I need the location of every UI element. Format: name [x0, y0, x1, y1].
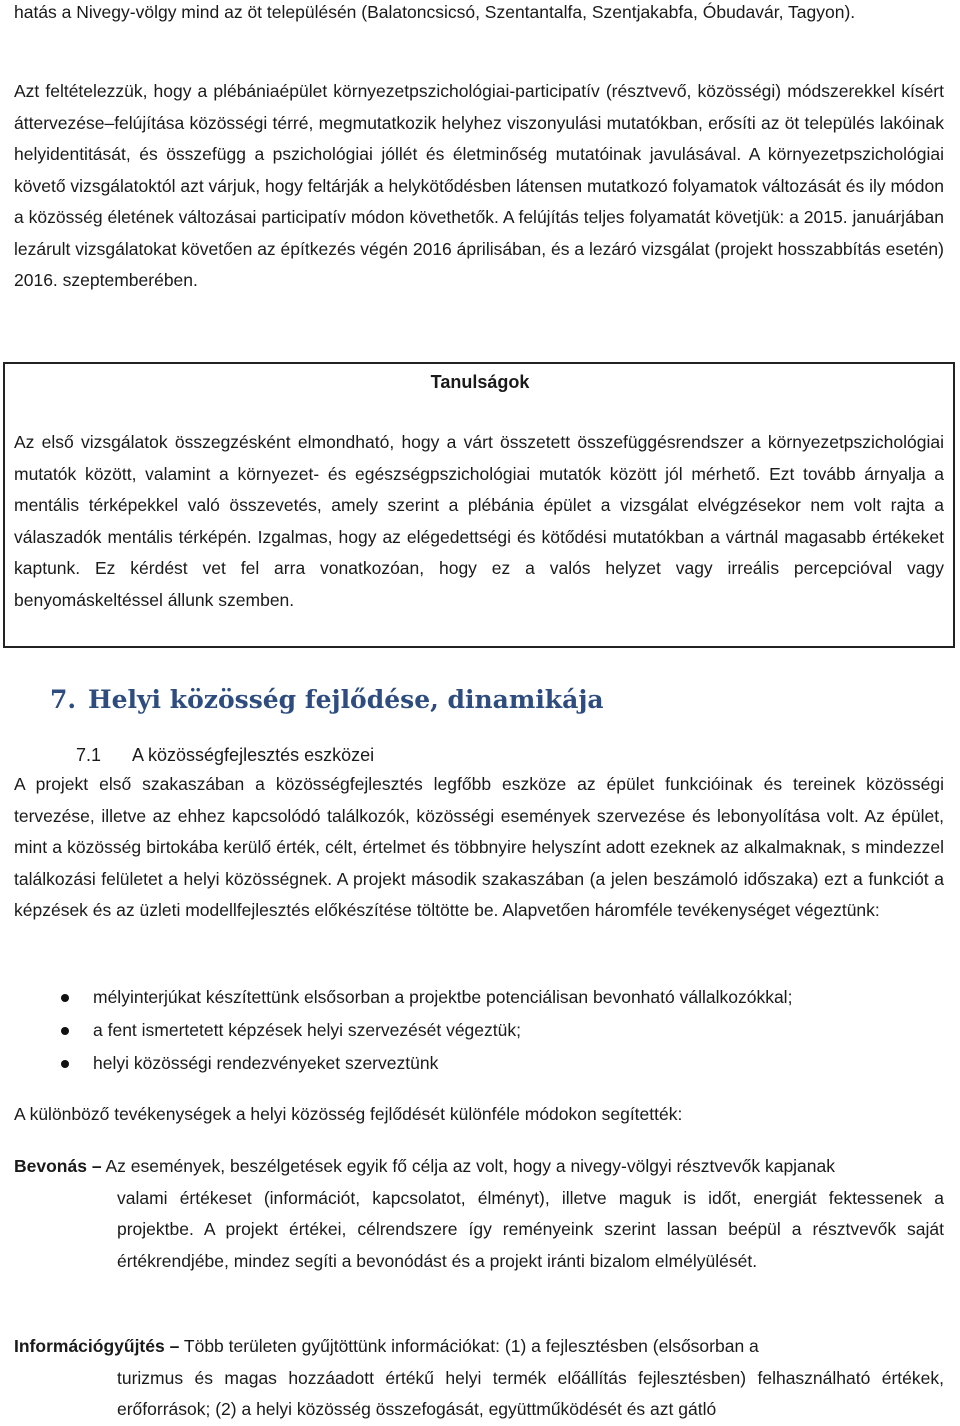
- lessons-box-text: Az első vizsgálatok összegzésként elmondható, hogy a várt összetett összefüggésrendszer a környezetpszichológiai mutatók között, valamint a környezet- és egészségpszichológiai mutatók között jól mérhető. Ezt tovább árnyalja a mentális térképekkel való összevetés, amely szerint a plébánia épület a vizsgálat elvégzésekor nem volt rajta a válaszadók mentális térképén. Izgalmas, hogy az elégedettségi és kötődési mutatókban a vártnál magasabb értékeket kaptunk. Ez kérdést vet fel arra vonatkozóan, hogy ez a valós helyzet vagy irreális percepcióval vagy benyomáskeltéssel állunk szemben.: [14, 432, 944, 610]
- section-7-number: 7.: [50, 685, 77, 714]
- definition-information-gathering: [14, 1331, 944, 1426]
- definition-involvement: [14, 1151, 944, 1277]
- definition-text: turizmus és magas hozzáadott értékű helyi termék előállítás fejlesztésben) felhasználható értékek, erőforrások; (2) a helyi közösség összefogását, együttműködését és azt gátló: [117, 1367, 944, 1419]
- hypothesis-paragraph: Azt feltételezzük, hogy a plébániaépület környezetpszichológiai-participatív (résztvevő, közösségi) módszerekkel kísért áttervezése–felújítása közösségi térré, megmutatkozik helyhez viszonyulási mutatókban, erősíti az öt település lakóinak helyidentitását, és összefügg a pszichológiai jóllét és életminőség mutatóinak javulásával. A környezetpszichológiai követő vizsgálatoktól azt várjuk, hogy feltárják a helykötődésben látensen mutatkozó folyamatok változását és ily módon a közösség életének változásai participatív módon követhetők. A felújítás teljes folyamatát követjük: a 2015. januárjában lezárult vizsgálatokat követően az építkezés végén 2016 áprilisában, és a lezáró vizsgálat (projekt hosszabbítás esetén) 2016. szeptemberében.: [14, 81, 944, 290]
- section-7-1-paragraph: A projekt első szakaszában a közösségfejlesztés legfőbb eszköze az épület funkcióinak és tereinek közösségi tervezése, illetve az ehhez kapcsolódó találkozók, közösségi események szervezése és lebonyolítása volt. Az épület, mint a közösség birtokába kerülő érték, célt, értelmet és többnyire helyszínt adott ezeknek az alkalmaknak, s mindezzel találkozási felületet a helyi közösségnek. A projekt második szakaszában (a jelen beszámoló időszaka) ezt a funkciót a képzések és az üzleti modellfejlesztés előkészítése töltötte be. Alapvetően háromféle tevékenységet végeztünk:: [14, 774, 944, 920]
- definition-dash: –: [169, 1336, 180, 1356]
- section-7-1-heading: [76, 741, 374, 769]
- top-paragraph: hatás a Nivegy-völgy mind az öt településén (Balatoncsicsó, Szentantalfa, Szentjakabfa, Óbudavár, Tagyon).: [14, 2, 856, 22]
- section-7-1-title: A közösségfejlesztés eszközei: [132, 745, 375, 765]
- definition-first-line: Több területen gyűjtöttünk információkat: (1) a fejlesztésben (elsősorban a: [183, 1336, 759, 1356]
- list-item: mélyinterjúkat készítettünk elsősorban a projektbe potenciálisan bevonható vállalkozókkal;: [14, 981, 944, 1014]
- activities-intro: A különböző tevékenységek a helyi közösség fejlődését különféle módokon segítették:: [14, 1104, 683, 1124]
- definition-text: valami értékeset (információt, kapcsolatot, élményt), illetve maguk is időt, energiát fektessenek a projektbe. A projekt értékei, célrendszere így reményeink szerint lassan beépül a résztvevők saját értékrendjébe, mindez segíti a bevonódást és a projekt iránti bizalom elmélyülését.: [117, 1187, 944, 1271]
- section-7-title: Helyi közösség fejlődése, dinamikája: [88, 685, 604, 714]
- definition-term: Bevonás: [14, 1156, 87, 1176]
- list-item: helyi közösségi rendezvényeket szerveztünk: [14, 1047, 944, 1080]
- definition-dash: –: [91, 1156, 102, 1176]
- lessons-box-title: Tanulságok: [430, 372, 530, 392]
- activities-list: [14, 981, 944, 1080]
- section-7-heading: [50, 680, 604, 720]
- list-item: a fent ismertetett képzések helyi szervezését végeztük;: [14, 1014, 944, 1047]
- section-7-1-number: 7.1: [76, 745, 102, 765]
- definition-first-line: Az események, beszélgetések egyik fő célja az volt, hogy a nivegy-völgyi résztvevők kapjanak: [105, 1156, 836, 1176]
- definition-term: Információgyűjtés: [14, 1336, 165, 1356]
